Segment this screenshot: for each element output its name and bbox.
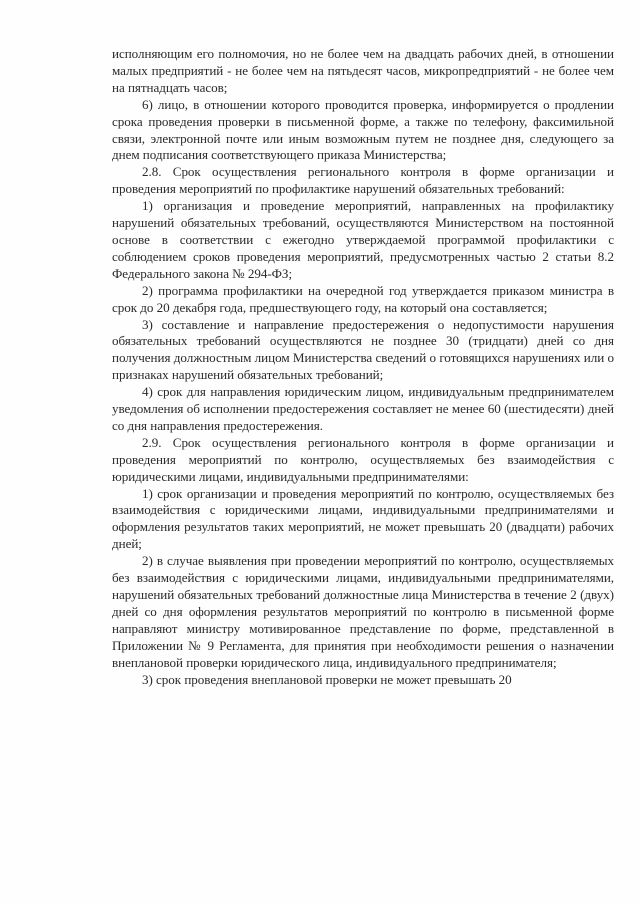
section-2-8-heading: 2.8. Срок осуществления регионального контроля в форме организации и проведения мероприятий по профилактике нарушений обязательных требований: xyxy=(112,164,614,197)
paragraph-2-9-item-2: 2) в случае выявления при проведении мероприятий по контролю, осуществляемых без взаимодействия с юридическими лицами, индивидуальными предпринимателями, нарушений обязательных требований должностные лица Министерства в течение 2 (двух) дней со дня оформления результатов мероприятий по контролю в письменной форме направляют министру мотивированное представление по форме, представленной в Приложении № 9 Регламента, для принятия при необходимости решения о назначении внеплановой проверки юридического лица, индивидуального предпринимателя; xyxy=(112,553,614,670)
paragraph-continuation: исполняющим его полномочия, но не более чем на двадцать рабочих дней, в отношении малых предприятий - не более чем на пятьдесят часов, микропредприятий - не более чем на пятнадцать часов; xyxy=(112,46,614,95)
paragraph-2-8-item-2: 2) программа профилактики на очередной год утверждается приказом министра в срок до 20 декабря года, предшествующего году, на который она составляется; xyxy=(112,282,614,315)
section-2-9-heading: 2.9. Срок осуществления регионального контроля в форме организации и проведения мероприятий по контролю, осуществляемых без взаимодействия с юридическими лицами, индивидуальными предпринимателями: xyxy=(112,434,614,484)
paragraph-2-8-item-1: 1) организация и проведение мероприятий, направленных на профилактику нарушений обязательных требований, осуществляются Министерством на постоянной основе в соответствии с ежегодно утверждаемой программой профилактики с соблюдением сроков проведения мероприятий, предусмотренных частью 2 статьи 8.2 Федерального закона № 294-ФЗ; xyxy=(112,198,614,281)
paragraph-2-9-item-3: 3) срок проведения внеплановой проверки не может превышать 20 xyxy=(142,671,512,687)
paragraph-2-8-item-4: 4) срок для направления юридическим лицом, индивидуальным предпринимателем уведомления об исполнении предостережения составляет не менее 60 (шестидесяти) дней со дня направления предостережения. xyxy=(112,384,614,433)
document-body xyxy=(112,46,614,688)
paragraph-item-6: 6) лицо, в отношении которого проводится проверка, информируется о продлении срока проведения проверки в письменной форме, а также по телефону, факсимильной связи, электронной почте или иным возможным путем не позднее дня, следующего за днем подписания соответствующего приказа Министерства; xyxy=(112,96,614,163)
paragraph-2-8-item-3: 3) составление и направление предостережения о недопустимости нарушения обязательных требований осуществляются не позднее 30 (тридцати) дней со дня получения должностным лицом Министерства сведений о готовящихся нарушениях или о признаках нарушений обязательных требований; xyxy=(112,316,614,383)
paragraph-2-9-item-1: 1) срок организации и проведения мероприятий по контролю, осуществляемых без взаимодействия с юридическими лицами, индивидуальными предпринимателями и оформления результатов таких мероприятий, не может превышать 20 (двадцати) рабочих дней; xyxy=(112,485,614,552)
